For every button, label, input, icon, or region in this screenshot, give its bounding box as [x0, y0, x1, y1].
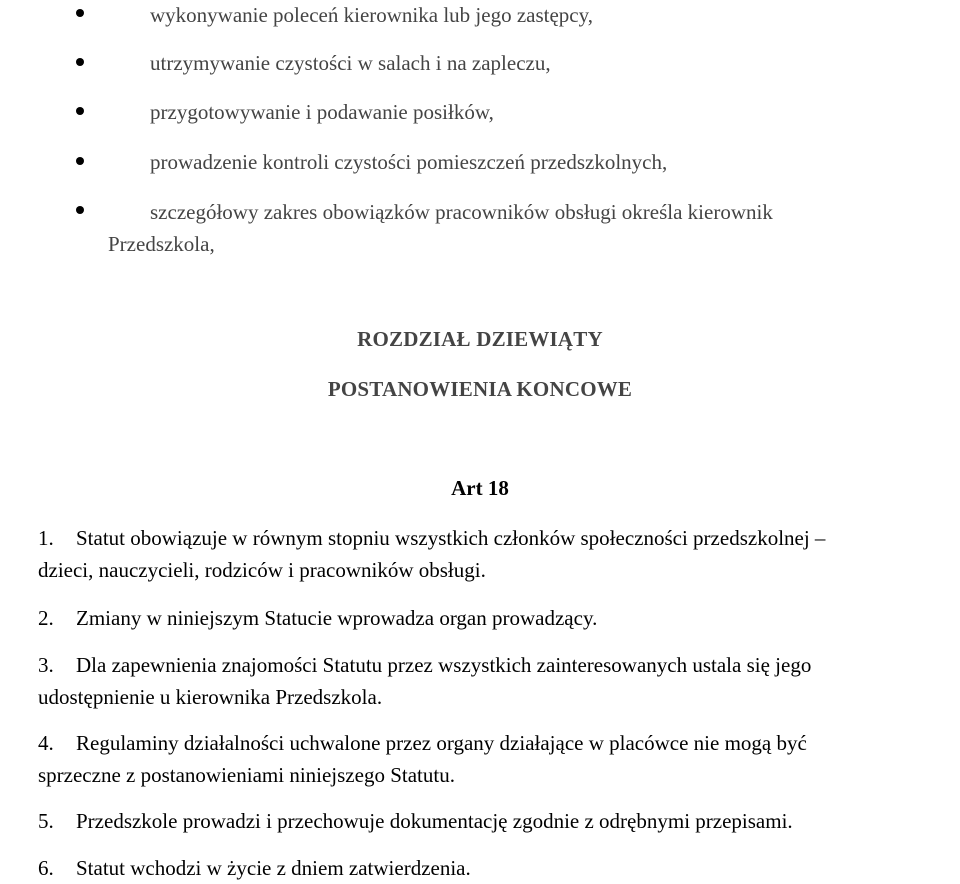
article-title: Art 18 [451, 476, 509, 500]
bullet-item: utrzymywanie czystości w salach i na zapleczu, [150, 51, 551, 75]
item-text: Zmiany w niniejszym Statucie wprowadza organ prowadzący. [76, 606, 598, 630]
item-number: 1. [38, 526, 54, 550]
item-number: 5. [38, 809, 54, 833]
bullet-icon [76, 206, 84, 214]
bullet-icon [76, 107, 84, 115]
bullet-icon [76, 58, 84, 66]
item-text-continuation: udostępnienie u kierownika Przedszkola. [38, 685, 383, 709]
chapter-title: ROZDZIAŁ DZIEWIĄTY [357, 327, 603, 351]
bullet-item: przygotowywanie i podawanie posiłków, [150, 100, 494, 124]
item-text-continuation: dzieci, nauczycieli, rodziców i pracowników obsługi. [38, 558, 486, 582]
item-number: 4. [38, 731, 54, 755]
bullet-item-continuation: Przedszkola, [108, 232, 215, 256]
item-text: Statut wchodzi w życie z dniem zatwierdzenia. [76, 856, 471, 880]
item-number: 2. [38, 606, 54, 630]
bullet-item: wykonywanie poleceń kierownika lub jego zastępcy, [150, 3, 593, 27]
item-text: Statut obowiązuje w równym stopniu wszystkich członków społeczności przedszkolnej – [76, 526, 826, 550]
item-number: 3. [38, 653, 54, 677]
bullet-icon [76, 157, 84, 165]
bullet-icon [76, 9, 84, 17]
bullet-item: szczegółowy zakres obowiązków pracowników obsługi określa kierownik [150, 200, 773, 224]
item-text: Przedszkole prowadzi i przechowuje dokumentację zgodnie z odrębnymi przepisami. [76, 809, 793, 833]
bullet-item: prowadzenie kontroli czystości pomieszczeń przedszkolnych, [150, 150, 668, 174]
item-text-continuation: sprzeczne z postanowieniami niniejszego Statutu. [38, 763, 455, 787]
item-text: Regulaminy działalności uchwalone przez organy działające w placówce nie mogą być [76, 731, 807, 755]
item-number: 6. [38, 856, 54, 880]
chapter-subtitle: POSTANOWIENIA KONCOWE [327, 377, 633, 401]
item-text: Dla zapewnienia znajomości Statutu przez wszystkich zainteresowanych ustala się jego [76, 653, 812, 677]
